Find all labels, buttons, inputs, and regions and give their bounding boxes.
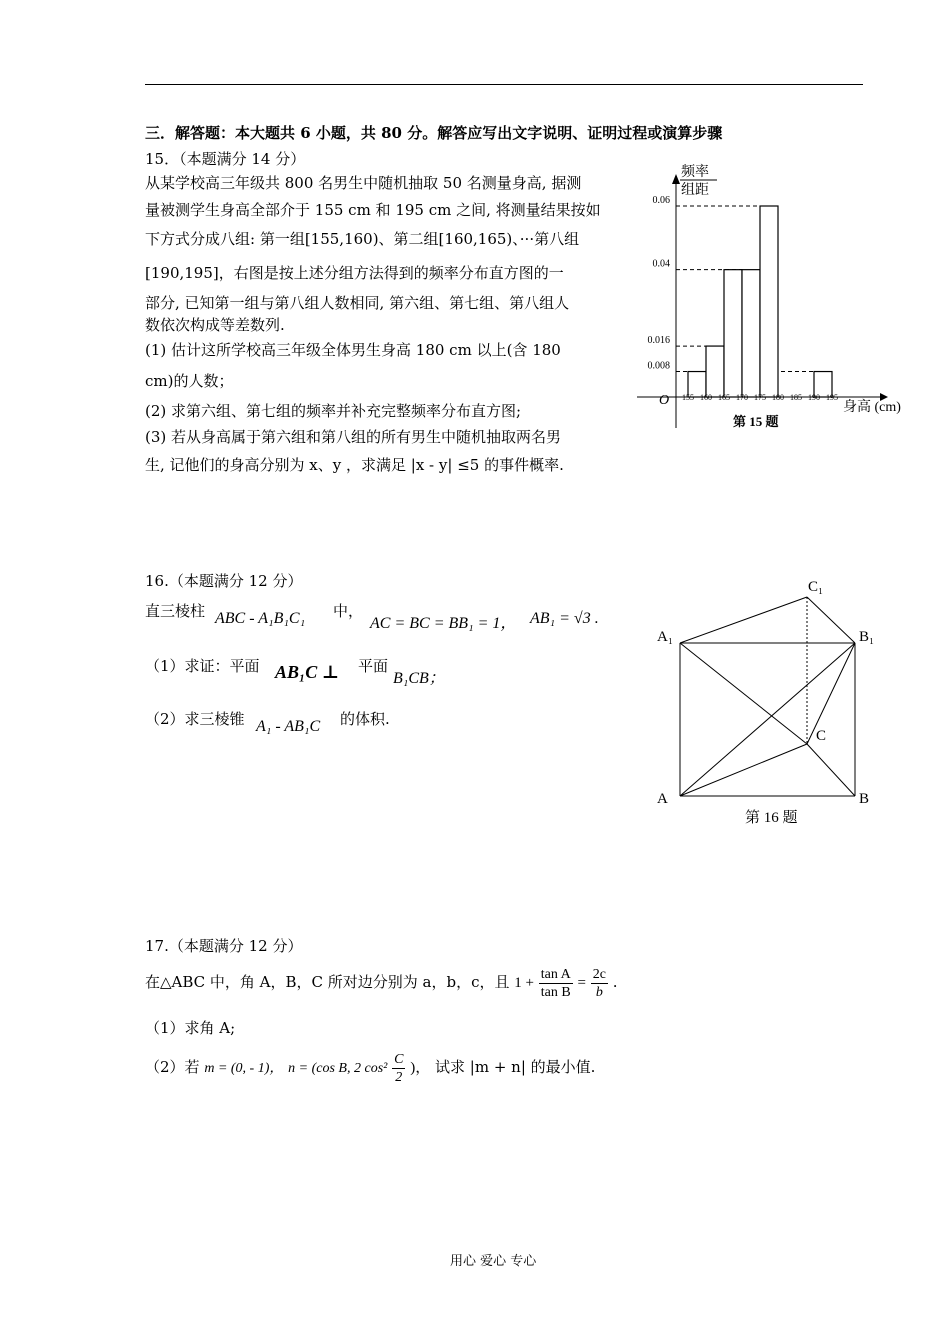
histogram-bar (742, 270, 760, 397)
q17-eq: = (577, 975, 586, 991)
q17-part2-b: 试求 |m + n| 的最小值. (435, 1058, 596, 1076)
edge-CB (807, 744, 855, 796)
q17-2c-fraction (591, 966, 608, 1001)
q16-part2-m: A₁ - AB₁C (256, 718, 321, 735)
x-axis-label: 身高 (cm) (843, 400, 901, 415)
x-tick-label: 170 (736, 393, 748, 402)
label-B: B (859, 791, 870, 807)
edge-AB1 (680, 643, 855, 796)
q15-line5: 部分, 已知第一组与第八组人数相同, 第六组、第七组、第八组人 (145, 294, 570, 312)
edge-AC (680, 744, 807, 796)
edge-CB1 (807, 643, 855, 744)
q17-2c: 2c (592, 966, 606, 982)
prism-figure (640, 570, 900, 832)
y-axis-arrow (672, 174, 680, 184)
section-heading: 三．解答题：本大题共 6 小题，共 80 分。解答应写出文字说明、证明过程或演算步骤 (145, 124, 723, 142)
histogram-bar (760, 206, 778, 397)
q17-c-half (392, 1051, 405, 1086)
q17-m-vec: m = (0, - 1)， (204, 1061, 284, 1076)
label-C1: C₁ (808, 579, 824, 595)
histogram-caption: 第 15 题 (733, 414, 779, 429)
y-label-denominator: 组距 (681, 183, 709, 198)
label-C: C (816, 728, 827, 744)
q15-line1: 从某学校高三年级共 800 名男生中随机抽取 50 名测量身高, 据测 (145, 174, 582, 192)
q15-line4: [190,195]，右图是按上述分组方法得到的频率分布直方图的一 (145, 264, 564, 282)
q16-part1-mid: 平面 (358, 657, 389, 675)
label-A: A (657, 791, 668, 807)
q15-part2: (2) 求第六组、第七组的频率并补充完整频率分布直方图; (145, 402, 522, 420)
edge-A1C (680, 643, 807, 744)
q15-line6: 数依次构成等差数列. (145, 316, 285, 334)
q16-cond2: AB₁ = √3 . (530, 610, 599, 627)
q17-tanA: tan A (540, 966, 571, 982)
y-tick-label: 0.06 (652, 195, 670, 206)
x-tick-label: 160 (700, 393, 712, 402)
q16-zhong: 中， (333, 602, 364, 620)
q16-part1-m1: AB₁C ⊥ (275, 662, 340, 682)
q17-header: 17.（本题满分 12 分） (145, 937, 303, 955)
q17-tanB: tan B (540, 984, 571, 1000)
q15-part1b: cm)的人数； (145, 372, 234, 390)
frequency-histogram (625, 160, 925, 435)
q17-period: . (612, 973, 618, 991)
q16-prism-text: 直三棱柱 (145, 602, 206, 620)
edge-A1C1 (680, 597, 807, 643)
edge-C1B1 (807, 597, 855, 643)
q17-part2-a: （2）若 (145, 1058, 200, 1076)
histogram-bar (706, 346, 724, 397)
y-tick-label: 0.008 (647, 360, 670, 372)
q16-part1-m2: B₁CB； (393, 670, 445, 687)
label-A1: A₁ (657, 629, 674, 645)
q17-part1: （1）求角 A; (145, 1019, 236, 1037)
x-tick-label: 175 (754, 393, 766, 402)
y-tick-label: 0.04 (652, 258, 670, 270)
q16-part1-label: （1）求证：平面 (145, 657, 260, 675)
q15-part3b: 生, 记他们的身高分别为 x、y ，求满足 |x - y| ≤5 的事件概率. (145, 456, 564, 474)
q15-part3a: (3) 若从身高属于第六组和第八组的所有男生中随机抽取两名男 (145, 428, 562, 446)
q16-cond1: AC = BC = BB₁ = 1， (370, 615, 517, 632)
q17-n-vec-pre: n = (cos B, 2 cos² (288, 1061, 388, 1076)
q15-part1a: (1) 估计这所学校高三年级全体男生身高 180 cm 以上(含 180 (145, 341, 561, 359)
footer: 用心 爱心 专心 (450, 1254, 537, 1269)
x-tick-label: 185 (790, 393, 802, 402)
q17-condition (145, 962, 618, 1003)
q16-header: 16.（本题满分 12 分） (145, 572, 303, 590)
x-tick-label: 165 (718, 393, 730, 402)
q17-C: C (394, 1051, 404, 1067)
header-rule (145, 84, 863, 85)
prism-caption: 第 16 题 (745, 810, 798, 826)
x-tick-label: 155 (682, 393, 694, 402)
q17-b: b (595, 984, 603, 1000)
q17-n-vec-post: )， (410, 1060, 431, 1076)
q16-part2-label: （2）求三棱锥 (145, 710, 245, 728)
q17-line-a: 在△ABC 中，角 A，B，C 所对边分别为 a，b，c，且 (145, 973, 510, 991)
x-tick-label: 190 (808, 393, 820, 402)
q17-two: 2 (395, 1069, 403, 1085)
histogram-bar (724, 270, 742, 397)
y-tick-label: 0.016 (647, 335, 670, 347)
q16-part2-end: 的体积. (340, 710, 390, 728)
q15-header: 15．（本题满分 14 分） (145, 150, 306, 168)
q17-tan-fraction (539, 966, 573, 1001)
q17-part2 (145, 1048, 595, 1088)
q15-line3: 下方式分成八组: 第一组[155,160)、第二组[160,165)、···第八组 (145, 230, 580, 248)
x-tick-label: 180 (772, 393, 784, 402)
y-label-numerator: 频率 (681, 165, 709, 180)
q16-prism-math: ABC - A₁B₁C₁ (215, 610, 306, 627)
q17-one-plus: 1 + (514, 975, 534, 991)
origin-label: O (659, 393, 670, 408)
x-tick-label: 195 (826, 393, 838, 402)
label-B1: B₁ (859, 629, 875, 645)
q15-line2: 量被测学生身高全部介于 155 cm 和 195 cm 之间, 将测量结果按如 (145, 201, 601, 219)
